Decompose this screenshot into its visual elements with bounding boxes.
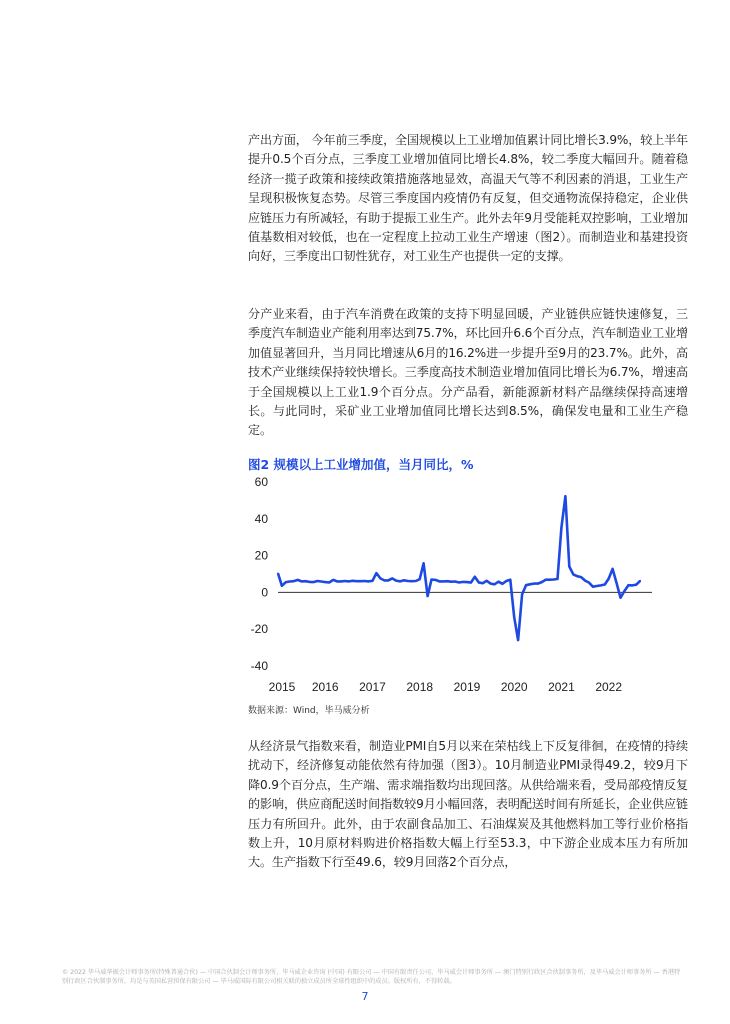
data-point [478,582,480,584]
data-point [383,580,385,582]
data-point [498,581,500,583]
data-point [403,579,405,581]
page-number: 7 [361,990,369,1003]
series-line [278,496,640,640]
x-tick-label: 2017 [359,680,386,694]
data-point [427,595,429,597]
data-point [344,580,346,582]
data-point [474,576,476,578]
data-point [624,590,626,592]
data-point [320,581,322,583]
data-point [281,585,283,587]
data-point [501,583,503,585]
data-point [494,583,496,585]
data-point [411,580,413,582]
data-point [576,575,578,577]
data-point [458,582,460,584]
data-point [561,527,563,529]
data-point [513,616,515,618]
x-tick-label: 2020 [500,680,528,694]
data-point [454,581,456,583]
data-point [446,580,448,582]
x-tick-label: 2021 [548,680,575,694]
data-point [529,583,531,585]
paragraph-industrial-output: 产出方面， 今年前三季度，全国规模以上工业增加值累计同比增长3.9%，较上半年提升0.5个百分点，三季度工业增加值同比增长4.8%，较二季度大幅回升。随着稳经济一揽子政策和接续政策措施落地显效，高温天气等不利因素的消退，工业生产呈现积极恢复态势。尽管三季度国内疫情仍有反复，但交通物流保持稳定，企业供应链压力有所减轻，有助于提振工业生产。此外去年9月受能耗双控影响，工业增加值基数相对较低，也在一定程度上拉动工业生产增速（图2）。而制造业和基建投资向好，三季度出口韧性犹存，对工业生产也提供一定的支撑。 [248,133,688,264]
data-point [340,580,342,582]
data-point [608,578,610,580]
data-point [596,585,598,587]
data-point [435,579,437,581]
data-point [399,580,401,582]
data-point [348,580,350,582]
data-point [336,580,338,582]
data-point [313,581,315,583]
y-tick-label: 40 [254,511,268,526]
paragraph-by-industry: 分产业来看，由于汽车消费在政策的支持下明显回暖，产业链供应链快速修复，三季度汽车制造业产能利用率达到75.7%，环比回升6.6个百分点，汽车制造业工业增加值显著回升，当月同比增速从6月的16.2%进一步提升至9月的23.7%。此外，高技术产业继续保持较快增长。三季度高技术制造业增加值同比增长为6.7%，增速高于全国规模以上工业1.9个百分点。分产品看，新能源新材料产品继续保持高速增长。与此同时，采矿业工业增加值同比增长达到8.5%，确保发电量和工业生产稳定。 [248,307,688,438]
data-point [293,580,295,582]
data-point [517,639,519,641]
data-point [352,580,354,582]
data-point [549,579,551,581]
data-point [324,581,326,583]
data-point [537,583,539,585]
data-point [545,579,547,581]
data-point [423,562,425,564]
data-point [431,579,433,581]
data-point [572,573,574,575]
data-point [553,579,555,581]
data-point [509,579,511,581]
y-tick-label: -40 [250,659,268,673]
data-point [584,580,586,582]
data-source: 数据来源：Wind，毕马威分析 [248,706,370,716]
data-point [635,584,637,586]
data-point [442,580,444,582]
data-point [557,578,559,580]
data-point [379,578,381,580]
x-tick-label: 2015 [268,680,296,694]
data-point [305,580,307,582]
data-point [580,576,582,578]
data-point [482,582,484,584]
data-point [600,585,602,587]
data-point [328,582,330,584]
data-point [568,566,570,568]
footer-disclaimer: © 2022 毕马威华振会计师事务所(特殊普通合伙) — 中国合伙制会计师事务所，毕马威企业咨询 (中国) 有限公司 — 中国有限责任公司，毕马威会计师事务所 — 澳门特别行政区合伙制事务所，及毕马威会计师事务所 — 香港特别行政区合伙制事务所，均是与英国私营担保有限公司 — 毕马威国际有限公司相关联的独立成员所全球性组织中的成员。版权所有，不得转载。 [62,969,681,985]
y-tick-label: 60 [254,475,268,489]
data-point [486,580,488,582]
y-tick-label: 20 [254,548,268,563]
data-point [604,584,606,586]
data-point [521,594,523,596]
data-point [462,581,464,583]
data-point [387,580,389,582]
data-point [372,580,374,582]
data-point [277,573,279,575]
data-point [301,580,303,582]
data-point [592,586,594,588]
data-point [391,578,393,580]
data-point [407,580,409,582]
data-point [450,581,452,583]
data-point [289,581,291,583]
data-point [466,581,468,583]
x-tick-label: 2019 [453,680,481,694]
x-tick-label: 2022 [595,680,623,694]
data-point [309,581,311,583]
data-point [631,585,633,587]
data-point [505,580,507,582]
data-point [620,597,622,599]
industrial-value-added-chart [240,472,660,697]
data-point [316,580,318,582]
data-point [376,572,378,574]
data-point [332,579,334,581]
data-point [439,580,441,582]
data-point [612,568,614,570]
data-point [368,580,370,582]
data-point [419,578,421,580]
data-point [356,580,358,582]
data-point [470,582,472,584]
data-point [525,584,527,586]
data-point [297,579,299,581]
paragraph-pmi: 从经济景气指数来看，制造业PMI自5月以来在荣枯线上下反复徘徊，在疫情的持续扰动下，经济修复动能依然有待加强（图3）。10月制造业PMI录得49.2，较9月下降0.9个百分点，生产端、需求端指数均出现回落。从供给端来看，受局部疫情反复的影响，供应商配送时间指数较9月小幅回落，表明配送时间有所延长，企业供应链压力有所回升。此外，由于农副食品加工、石油煤炭及其他燃料加工等行业价格指数上升，10月原材料购进价格指数大幅上行至53.3，中下游企业成本压力有所加大。生产指数下行至49.6，较9月回落2个百分点， [248,739,688,870]
data-point [533,583,535,585]
data-point [541,581,543,583]
data-point [627,584,629,586]
y-tick-label: 0 [261,585,268,600]
data-point [616,582,618,584]
x-tick-label: 2018 [406,680,434,694]
data-point [639,580,641,582]
data-point [588,582,590,584]
data-point [364,580,366,582]
x-tick-label: 2016 [311,680,339,694]
data-point [395,580,397,582]
data-point [415,580,417,582]
data-point [360,580,362,582]
figure-title: 图2 规模以上工业增加值，当月同比，% [248,457,474,472]
data-point [490,583,492,585]
y-tick-label: -20 [250,622,268,637]
data-point [285,581,287,583]
data-point [564,495,566,497]
